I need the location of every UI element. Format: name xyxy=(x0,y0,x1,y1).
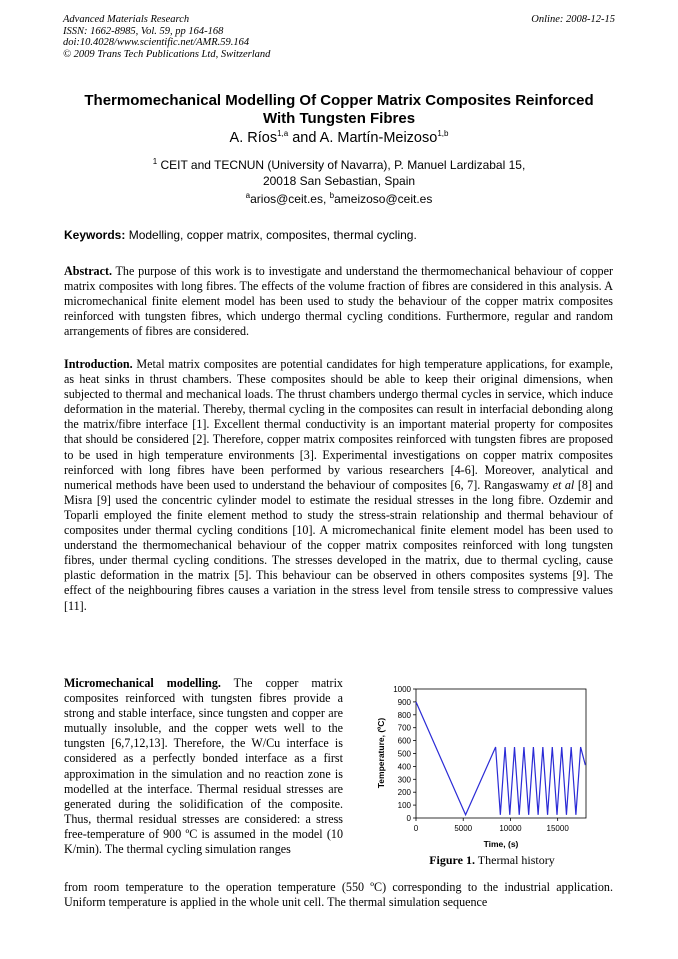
keywords-label: Keywords: xyxy=(64,228,126,242)
email-a[interactable]: arios@ceit.es, xyxy=(250,192,330,206)
micromechanical-text: The copper matrix composites reinforced with tungsten fibres provide a strong and stable interface, since tungsten and copper are mutually insoluble, and the copper wets well to the tungsten [6,7,12,13]. Therefore, the W/Cu interface is considered as a perfectly bonded interface as a first approximation in the simulation and no reaction zone is modelled at the interface. Thermal residual stresses are generated during the solidification of the composite. Thus, thermal residual stresses are considered: a stress free-temperature of 900 ºC is assumed in the model (10 K/min). The thermal cycling simulation ranges xyxy=(64,676,343,857)
author-2: A. Martín-Meizoso xyxy=(319,130,438,146)
doi: doi:10.4028/www.scientific.net/AMR.59.164 xyxy=(63,37,250,48)
abstract-label: Abstract. xyxy=(64,264,113,278)
author-1-sup: 1,a xyxy=(277,129,289,139)
y-tick-label: 300 xyxy=(397,775,411,785)
journal-name: Advanced Materials Research xyxy=(63,14,190,25)
abstract xyxy=(64,264,613,339)
introduction-text-1: Metal matrix composites are potential candidates for high temperature applications, for example, as heat sinks in thrust chambers. These composites should be able to keep their original dimensions, when subjected to thermal and mechanical loads. The thrust chambers undergo thermal cycles in service, which induce deformation in the material. Thereby, thermal cycling in the composites can result in interfacial debonding along the matrix/fibre interface [1]. Excellent thermal conductivity is an important material property for composites that should be considered [2]. Therefore, copper matrix composites reinforced with tungsten fibres are proposed to be used in high temperature environments [3]. Experimental investigations on copper matrix composites reinforced with long fibres have been performed by various researchers [4-6]. Moreover, analytical and numerical methods have been used to understand the behaviour of composites [6, 7]. Rangaswamy xyxy=(64,357,613,492)
email-b[interactable]: ameizoso@ceit.es xyxy=(334,192,433,206)
copyright: © 2009 Trans Tech Publications Ltd, Switzerland xyxy=(63,48,271,60)
author-2-sup: 1,b xyxy=(437,129,449,139)
figure-caption xyxy=(370,853,614,868)
y-tick-label: 200 xyxy=(397,788,411,798)
x-tick-label: 10000 xyxy=(499,824,522,833)
emails xyxy=(0,192,678,206)
thermal-history-chart xyxy=(370,682,614,852)
affil-line-1: CEIT and TECNUN (University of Navarra), P. Manuel Lardizabal 15, xyxy=(157,158,526,172)
journal-header xyxy=(63,14,270,60)
x-tick-label: 15000 xyxy=(546,824,569,833)
y-tick-label: 0 xyxy=(406,814,411,823)
introduction-etal: et al xyxy=(552,477,575,492)
y-tick-label: 800 xyxy=(397,710,411,720)
y-tick-label: 500 xyxy=(397,749,411,759)
email-a-sup: a xyxy=(245,191,251,200)
introduction-label: Introduction. xyxy=(64,357,133,371)
online-date: Online: 2008-12-15 xyxy=(531,14,615,25)
keywords-text: Modelling, copper matrix, composites, thermal cycling. xyxy=(125,228,417,242)
x-tick-label: 5000 xyxy=(454,824,473,833)
email-b-sup: b xyxy=(329,191,335,200)
introduction-text-2: [8] and Misra [9] used the concentric cylinder model to estimate the residual stresses in the long fibre. Ozdemir and Toparli employed the finite element method to study the stress-strain relationship and thermal behaviour of composites under thermal cycling conditions [10]. A micromechanical finite element model has been used to understand the thermomechanical behaviour of the copper matrix composites reinforced with long tungsten fibres, under thermal cycling conditions. The stresses developed in the matrix, due to thermal cycling, cause plastic deformation in the matrix [5]. This behaviour can be observed in others composites systems [9]. The effect of the neighbouring fibres causes a variation in the stress level from tensile stress to compressive values [11]. xyxy=(64,477,613,613)
authors-and: and xyxy=(288,130,320,146)
figure-label: Figure 1. xyxy=(429,853,475,867)
y-tick-label: 600 xyxy=(397,736,411,746)
x-axis-ticks xyxy=(414,818,570,833)
y-tick-label: 100 xyxy=(397,801,411,811)
author-1: A. Ríos xyxy=(229,130,278,146)
x-tick-label: 0 xyxy=(413,824,419,833)
affil-sup: 1 xyxy=(152,157,158,166)
micromechanical-continuation: from room temperature to the operation temperature (550 ºC) corresponding to the industrial application. Uniform temperature is applied in the whole unit cell. The thermal simulation sequence xyxy=(64,880,613,910)
abstract-text: The purpose of this work is to investigate and understand the thermomechanical behaviour of copper matrix composites with long fibres. The effects of the volume fraction of fibres are considered in this analysis. A micromechanical finite element model has been used to study the behaviour of the copper matrix composites reinforced with tungsten fibres, which undergo thermal cycling conditions. Furthermore, regular and random arrangements of fibres are considered. xyxy=(64,264,613,339)
y-axis-ticks xyxy=(393,685,416,823)
y-tick-label: 700 xyxy=(397,723,411,733)
y-axis-label: Temperature, (ºC) xyxy=(376,717,386,789)
authors xyxy=(0,130,678,146)
micromechanical-label: Micromechanical modelling. xyxy=(64,676,221,690)
affiliation xyxy=(0,157,678,189)
y-tick-label: 400 xyxy=(397,762,411,772)
title-line-2: With Tungsten Fibres xyxy=(262,110,416,127)
introduction xyxy=(64,357,613,614)
y-tick-label: 900 xyxy=(397,697,411,707)
x-axis-label: Time, (s) xyxy=(483,839,519,849)
issn: ISSN: 1662-8985, Vol. 59, pp 164-168 xyxy=(63,25,224,37)
affil-line-2: 20018 San Sebastian, Spain xyxy=(262,174,416,188)
y-tick-label: 1000 xyxy=(393,685,411,694)
micromechanical-section xyxy=(64,676,343,857)
title-line-1: Thermomechanical Modelling Of Copper Matrix Composites Reinforced xyxy=(84,92,594,109)
paper-title xyxy=(50,92,628,128)
keywords xyxy=(64,228,624,242)
figure-caption-text: Thermal history xyxy=(475,853,555,867)
